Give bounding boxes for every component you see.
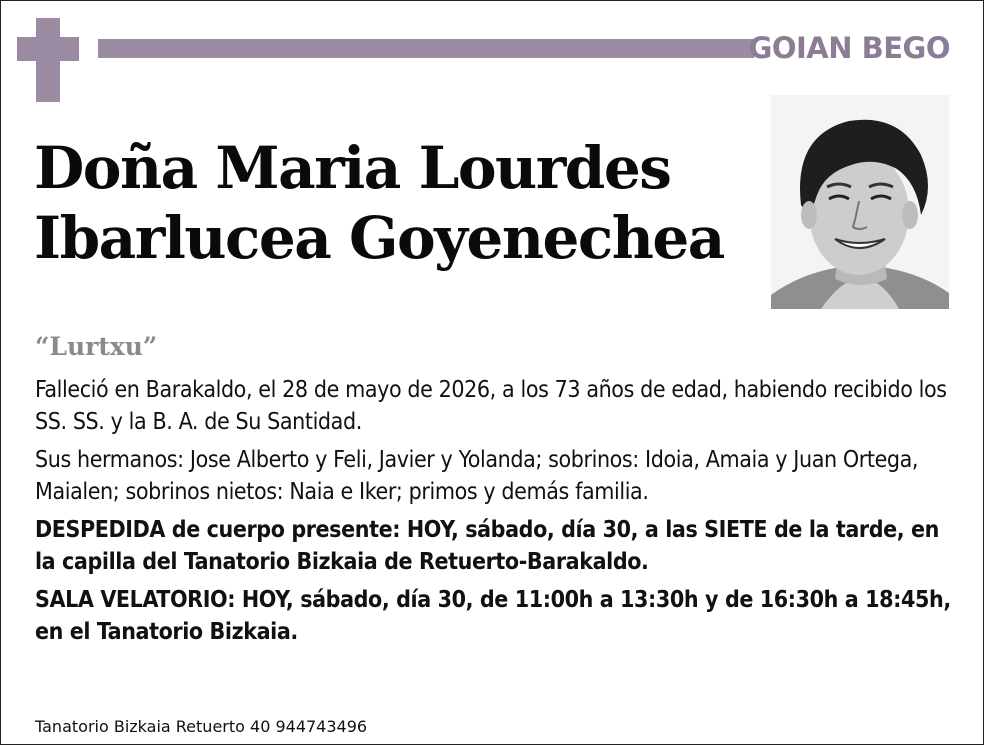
wake-room-text: SALA VELATORIO: HOY, sábado, día 30, de 11:00h a 13:30h y de 16:30h a 18:45h, en el Tanatorio Bizkaia.: [35, 587, 951, 645]
family-text: Sus hermanos: Jose Alberto y Feli, Javier y Yolanda; sobrinos: Idoia, Amaia y Juan Ortega, Maialen; sobrinos nietos: Naia e Iker; primos y demás familia.: [35, 447, 919, 505]
header-bar: [98, 39, 754, 58]
obituary-body: [35, 374, 960, 654]
nickname: “Lurtxu”: [35, 332, 158, 361]
brand-label: GOIAN BEGO: [748, 31, 950, 65]
death-notice-text: Falleció en Barakaldo, el 28 de mayo de 2026, a los 73 años de edad, habiendo recibido los SS. SS. y la B. A. de Su Santidad.: [35, 377, 947, 435]
deceased-name: [34, 133, 764, 273]
portrait-photo: [771, 95, 949, 309]
funeral-home-contact: Tanatorio Bizkaia Retuerto 40 944743496: [35, 717, 368, 736]
name-line-1: Doña Maria Lourdes: [34, 134, 671, 202]
name-line-2: Ibarlucea Goyenechea: [34, 204, 724, 272]
farewell-text: DESPEDIDA de cuerpo presente: HOY, sábado, día 30, a las SIETE de la tarde, en la capilla del Tanatorio Bizkaia de Retuerto-Barakaldo.: [35, 517, 940, 575]
